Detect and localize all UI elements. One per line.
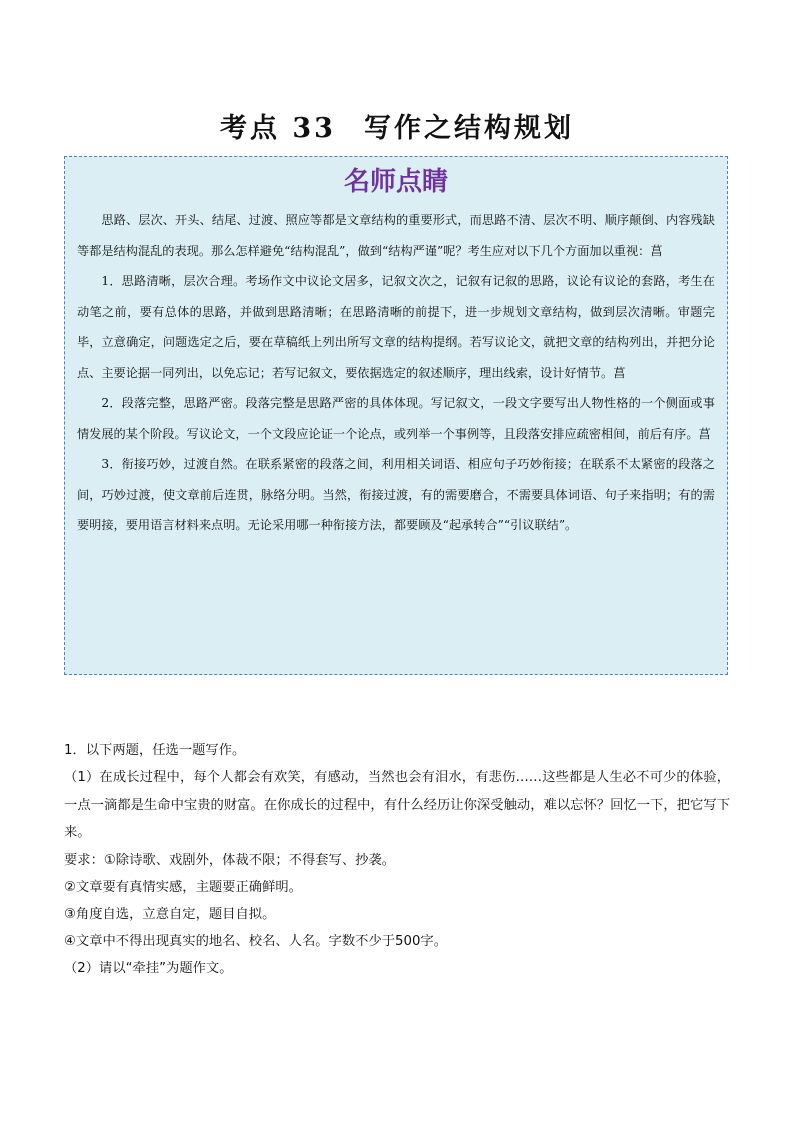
task-intro: 1．以下两题，任选一题写作。	[64, 743, 246, 758]
page-title	[0, 106, 794, 145]
page-title-number: 考点 33	[220, 113, 336, 144]
tip-paragraph-3: 3．衔接巧妙，过渡自然。在联系紧密的段落之间，利用相关词语、相应句子巧妙衔接；在联系不太紧密的段落之间，巧妙过渡，使文章前后连贯，脉络分明。当然，衔接过渡，有的需要磨合，不需要具体词语、句子来指明；有的需要明接，要用语言材料来点明。无论采用哪一种衔接方法，都要顾及“起承转合”“引议联结”。	[77, 457, 715, 532]
tip-paragraph-1: 1．思路清晰，层次合理。考场作文中议论文居多，记叙文次之，记叙有记叙的思路，议论有议论的套路，考生在动笔之前，要有总体的思路，并做到思路清晰；在思路清晰的前提下，进一步规划文章结构，做到层次清晰。审题完毕，立意确定，问题选定之后，要在草稿纸上列出所写文章的结构提纲。若写议论文，就把文章的结构列出，并把分论点、主要论据一同列出，以免忘记；若写记叙文，要依据选定的叙述顺序，理出线索，设计好情节。菖	[77, 274, 715, 380]
tip-paragraph-intro: 思路、层次、开头、结尾、过渡、照应等都是文章结构的重要形式，而思路不清、层次不明、顺序颠倒、内容残缺等都是结构混乱的表现。那么怎样避免“结构混乱”，做到“结构严谨”呢？考生应对以下几个方面加以重视：菖	[77, 213, 715, 258]
task-prompt-2: （2）请以“牵挂”为题作文。	[64, 960, 233, 976]
task-requirement-1: 要求：①除诗歌、戏剧外，体裁不限；不得套写、抄袭。	[64, 852, 396, 868]
tip-box	[64, 156, 728, 675]
page-title-text: 写作之结构规划	[363, 113, 574, 144]
task-prompt-1: （1）在成长过程中，每个人都会有欢笑，有感动，当然也会有泪水，有悲伤……这些都是人生必不可少的体验，一点一滴都是生命中宝贵的财富。在你成长的过程中，有什么经历让你深受触动，难以忘怀？回忆一下，把它写下来。	[64, 770, 730, 840]
writing-tasks	[64, 737, 730, 982]
task-requirement-2: ②文章要有真情实感，主题要正确鲜明。	[64, 879, 302, 895]
tip-paragraph-2: 2．段落完整，思路严密。段落完整是思路严密的具体体现。写记叙文，一段文字要写出人物性格的一个侧面或事情发展的某个阶段。写议论文，一个文段应论证一个论点，或列举一个事例等，且段落安排应疏密相间，前后有序。菖	[77, 396, 715, 441]
tip-box-heading: 名师点睛	[343, 167, 448, 197]
task-requirement-3: ③角度自选，立意自定，题目自拟。	[64, 906, 276, 922]
task-requirement-4: ④文章中不得出现真实的地名、校名、人名。字数不少于500字。	[64, 933, 448, 949]
